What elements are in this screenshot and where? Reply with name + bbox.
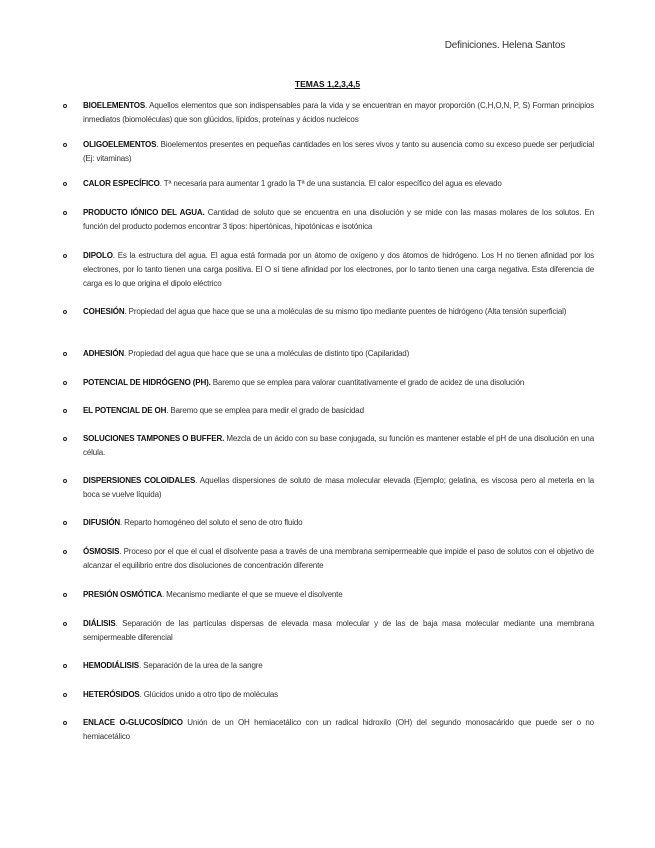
definition-term: SOLUCIONES TAMPONES O BUFFER. bbox=[83, 434, 225, 443]
bullet-icon bbox=[63, 622, 67, 626]
definition-item bbox=[62, 305, 594, 319]
definition-term: POTENCIAL DE HIDRÓGENO (PH). bbox=[83, 378, 211, 387]
definition-term: HEMODIÁLISIS bbox=[83, 661, 139, 670]
definition-item bbox=[62, 716, 594, 744]
bullet-icon bbox=[63, 381, 67, 385]
definition-item bbox=[62, 545, 594, 573]
bullet-icon bbox=[63, 143, 67, 147]
definition-item bbox=[62, 432, 594, 460]
definition-item bbox=[62, 99, 594, 127]
definition-term: HETERÓSIDOS bbox=[83, 690, 140, 699]
bullet-icon bbox=[63, 479, 67, 483]
definition-text: Cantidad de soluto que se encuentra en una disolución y se mide con las masas molares de los solutos. En función del producto podemos encontrar 3 tipos: hipertónicas, hipotónicas e isotónica bbox=[83, 208, 594, 231]
definition-item bbox=[62, 177, 594, 191]
definition-item bbox=[62, 474, 594, 502]
definition-text: . Propiedad del agua que hace que se una a moléculas de distinto tipo (Capilaridad) bbox=[124, 349, 410, 358]
definition-term: EL POTENCIAL DE OH bbox=[83, 406, 167, 415]
definition-item bbox=[62, 206, 594, 234]
definition-term: ADHESIÓN bbox=[83, 349, 125, 358]
definition-term: DIFUSIÓN bbox=[83, 518, 121, 527]
bullet-icon bbox=[63, 409, 67, 413]
definition-text: . Separación de la urea de la sangre bbox=[138, 661, 263, 670]
definition-text: . Reparto homogéneo del soluto el seno de otro fluido bbox=[120, 518, 303, 527]
bullet-icon bbox=[63, 593, 67, 597]
definition-text: . Propiedad del agua que hace que se una a moléculas de su mismo tipo mediante puentes de hidrógeno (Alta tensión superficial) bbox=[124, 307, 567, 316]
definition-text: Unión de un OH hemiacetálico con un radical hidroxilo (OH) del segundo monosacárido que puede ser o no hemiacetálico bbox=[83, 718, 594, 741]
definition-term: OLIGOELEMENTOS bbox=[83, 140, 157, 149]
bullet-icon bbox=[63, 211, 67, 215]
definition-item bbox=[62, 516, 594, 530]
definition-term: DIPOLO bbox=[83, 251, 113, 260]
definition-text: . Aquellas dispersiones de soluto de masa molecular elevada (Ejemplo; gelatina, es viscosa pero al meterla en la boca se vuelve líquida) bbox=[83, 476, 594, 499]
document-title: TEMAS 1,2,3,4,5 bbox=[294, 79, 361, 89]
definition-text: . Glúcidos unido a otro tipo de moléculas bbox=[139, 690, 278, 699]
bullet-icon bbox=[63, 437, 67, 441]
definition-text: Mezcla de un ácido con su base conjugada, su función es mantener estable el pH de una disolución en una célula. bbox=[83, 434, 594, 457]
definition-text: Baremo que se emplea para valorar cuantitativamente el grado de acidez de una disolución bbox=[210, 378, 525, 387]
bullet-icon bbox=[63, 182, 67, 186]
definition-term: BIOELEMENTOS bbox=[83, 101, 146, 110]
bullet-icon bbox=[63, 310, 67, 314]
definition-item bbox=[62, 588, 594, 602]
definition-item bbox=[62, 249, 594, 291]
definition-text: . Separación de las partículas dispersas de elevada masa molecular y de las de baja masa molecular mediante una membrana semipermeable diferencial bbox=[83, 619, 594, 642]
definition-text: . Aquellos elementos que son indispensables para la vida y se encuentran en mayor proporción (C,H,O,N, P, S) Forman principios inmediatos (biomoléculas) que son glúcidos, lípidos, proteínas y ácidos nucleicos bbox=[83, 101, 594, 124]
bullet-icon bbox=[63, 550, 67, 554]
bullet-icon bbox=[63, 254, 67, 258]
definition-term: PRODUCTO IÓNICO DEL AGUA. bbox=[83, 208, 205, 217]
bullet-icon bbox=[63, 693, 67, 697]
bullet-icon bbox=[63, 104, 67, 108]
definition-term: ENLACE O-GLUCOSÍDICO bbox=[83, 718, 183, 727]
definition-term: DIÁLISIS bbox=[83, 619, 116, 628]
definition-term: COHESIÓN bbox=[83, 307, 125, 316]
author-header: Definiciones. Helena Santos bbox=[444, 40, 565, 51]
definition-item bbox=[62, 347, 594, 361]
definition-text: . Proceso por el que el cual el disolvente pasa a través de una membrana semipermeable que impide el paso de solutos con el objetivo de alcanzar el equilibrio entre dos disoluciones de concentración diferente bbox=[83, 547, 594, 570]
definition-item bbox=[62, 138, 594, 166]
bullet-icon bbox=[63, 352, 67, 356]
definition-item bbox=[62, 617, 594, 645]
definition-text: . Bioelementos presentes en pequeñas cantidades en los seres vivos y tanto su ausencia como su exceso puede ser perjudicial (Ej: vitaminas) bbox=[83, 140, 594, 163]
definition-item bbox=[62, 659, 594, 673]
bullet-icon bbox=[63, 521, 67, 525]
definition-text: . Mecanismo mediante el que se mueve el disolvente bbox=[161, 590, 343, 599]
definition-term: CALOR ESPECÍFICO bbox=[83, 179, 160, 188]
definition-term: PRESIÓN OSMÓTICA bbox=[83, 590, 162, 599]
definition-item bbox=[62, 376, 594, 390]
definition-text: . Es la estructura del agua. El agua está formada por un átomo de oxígeno y dos átomos de hidrógeno. Los H no tienen afinidad por los electrones, por lo tanto tienen una carga positiva. El O sí tiene afinidad por los electrones, por lo tanto tienen una carga negativa. Esta diferencia de carga es lo que origina el dipolo eléctrico bbox=[83, 251, 594, 288]
definition-text: . Tª necesaria para aumentar 1 grado la Tª de una sustancia. El calor específico del agua es elevado bbox=[159, 179, 502, 188]
definition-item bbox=[62, 404, 594, 418]
definition-term: DISPERSIONES COLOIDALES bbox=[83, 476, 196, 485]
definition-text: . Baremo que se emplea para medir el grado de basicidad bbox=[166, 406, 364, 415]
bullet-icon bbox=[63, 721, 67, 725]
definition-term: ÓSMOSIS bbox=[83, 547, 120, 556]
definition-item bbox=[62, 688, 594, 702]
bullet-icon bbox=[63, 664, 67, 668]
